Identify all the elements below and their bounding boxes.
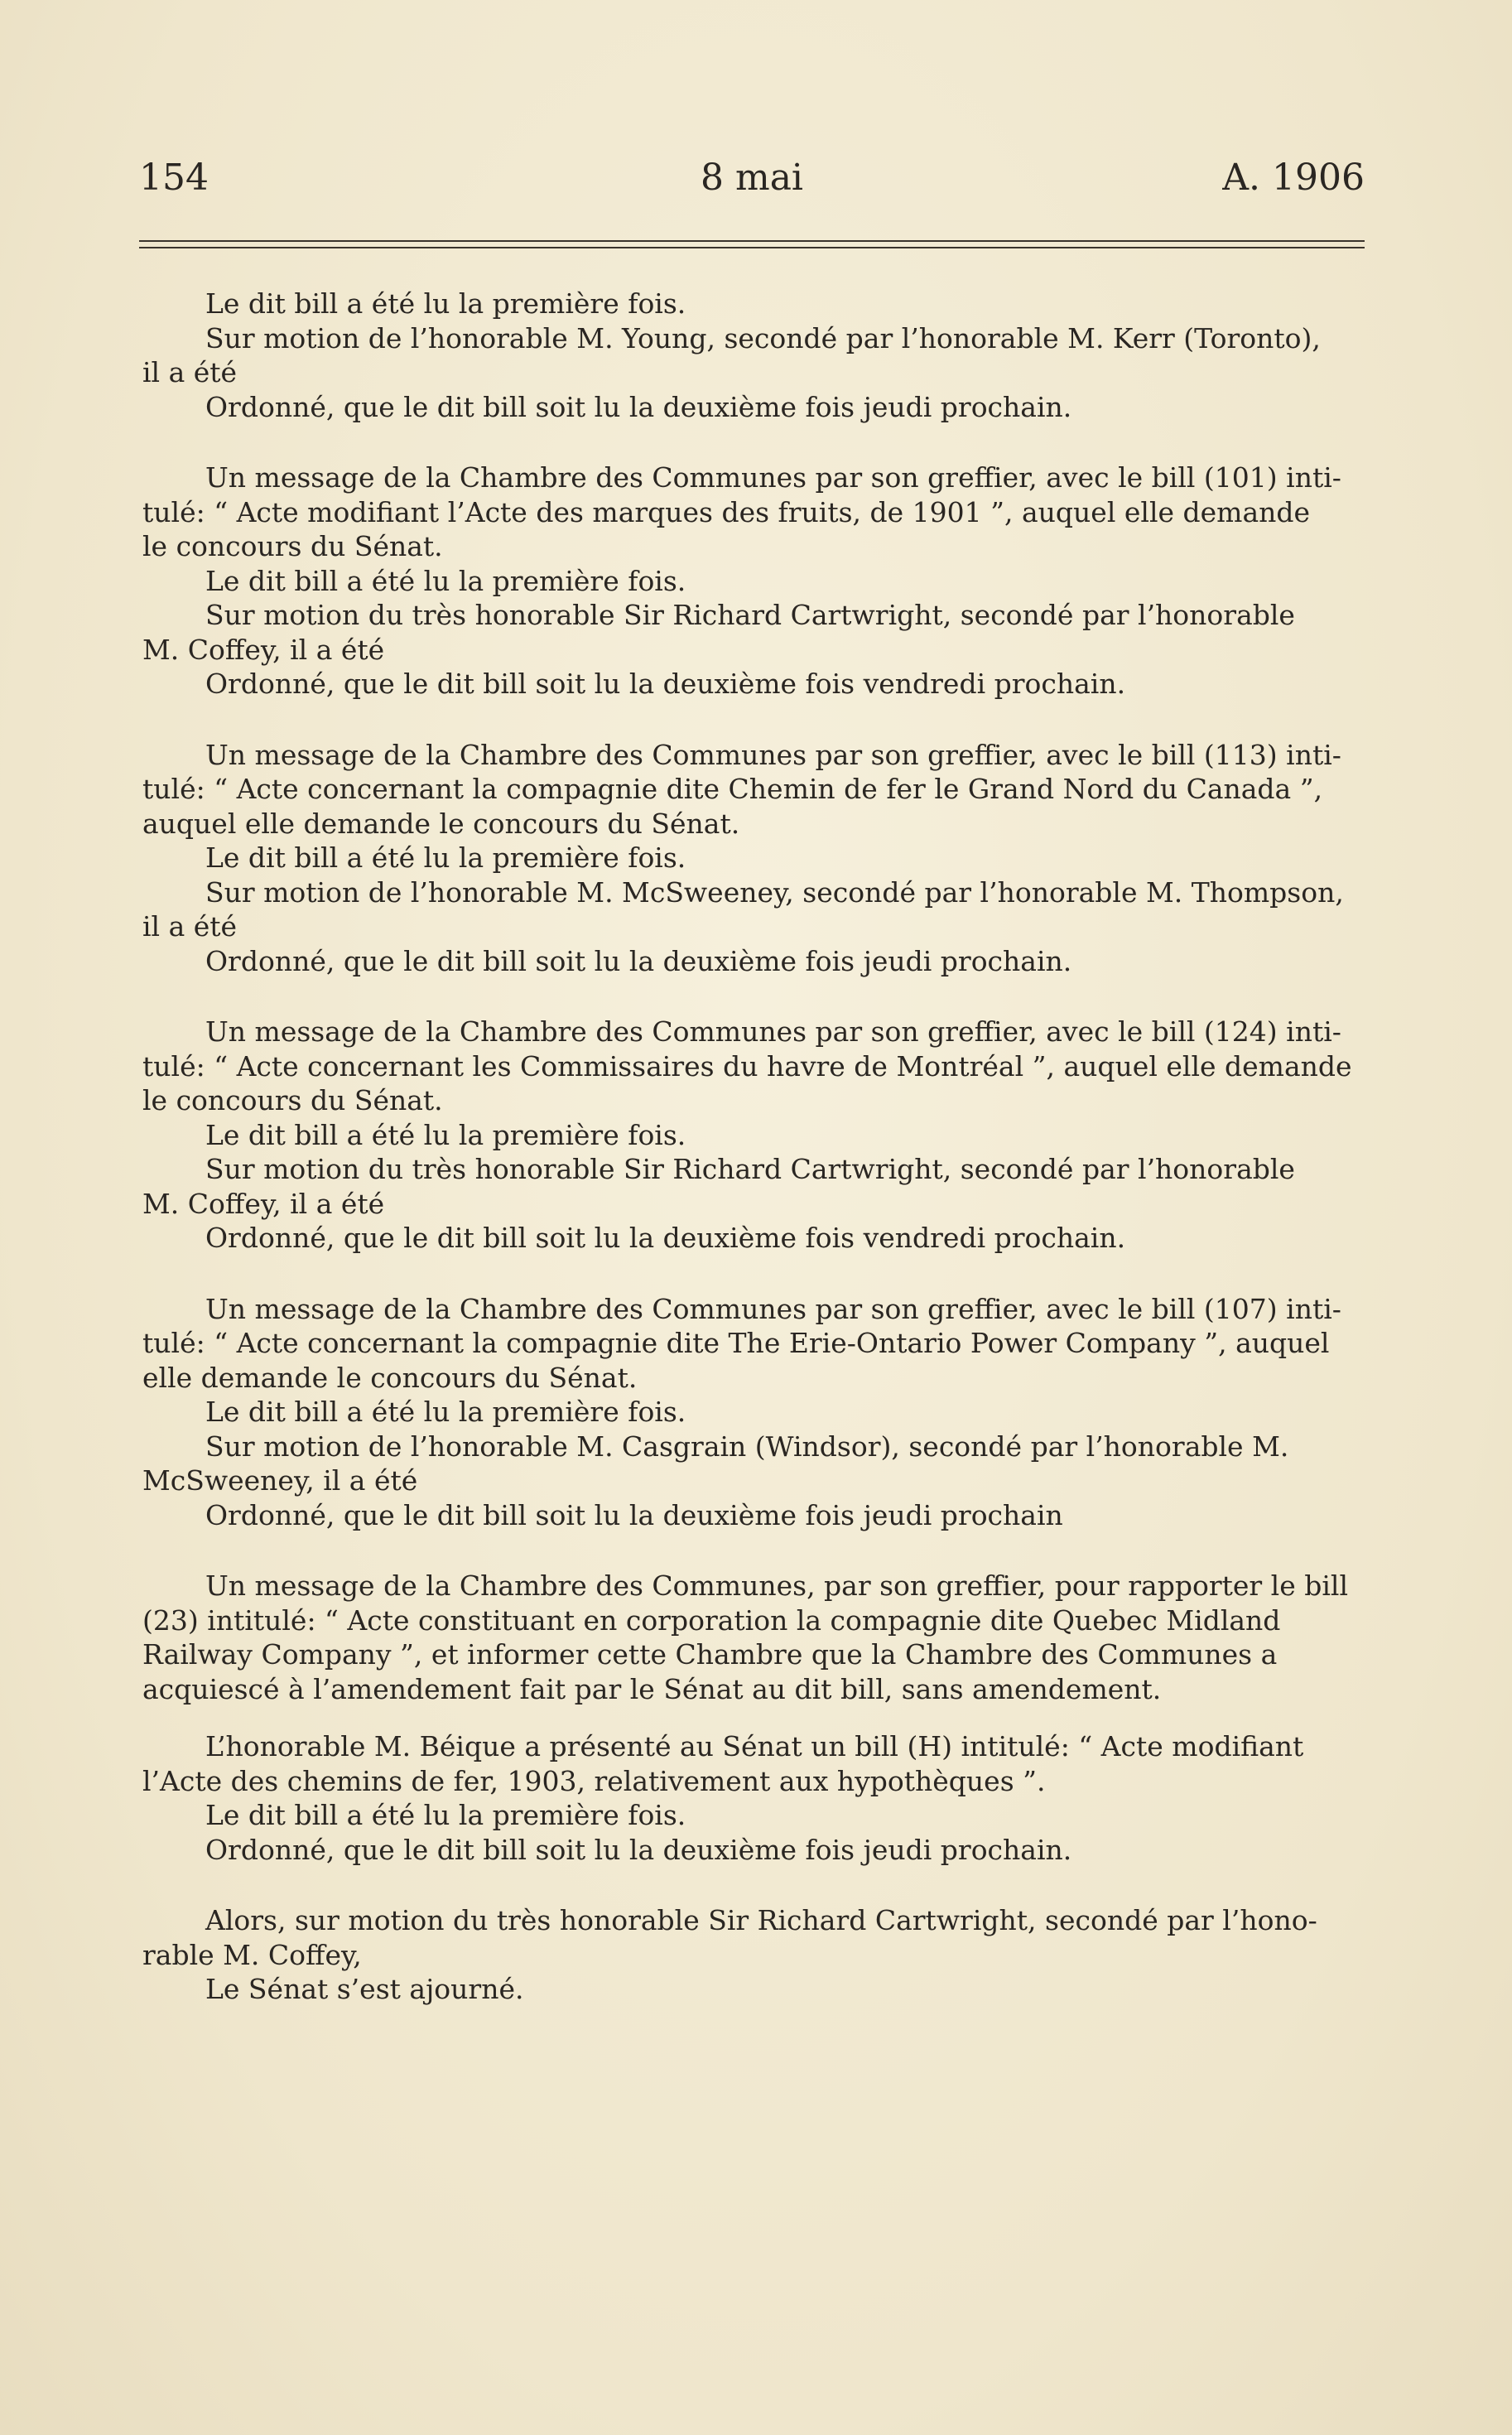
text-line: Ordonné, que le dit bill soit lu la deuxième fois jeudi prochain — [205, 1498, 1063, 1531]
page-number: 154 — [139, 157, 209, 199]
text-line: L’honorable M. Béique a présenté au Sénat un bill (H) intitulé: “ Acte modifiant — [205, 1730, 1304, 1762]
text-line: McSweeney, il a été — [142, 1464, 418, 1497]
text-line: Un message de la Chambre des Communes par son greffier, avec le bill (107) inti- — [205, 1292, 1341, 1325]
text-line: Le Sénat s’est ajourné. — [205, 1973, 524, 2005]
text-line: tulé: “ Acte concernant la compagnie dite Chemin de fer le Grand Nord du Canada ”, — [142, 773, 1323, 805]
header-rule-top — [139, 240, 1365, 242]
paragraph-gap — [142, 1256, 1368, 1292]
text-line: Sur motion de l’honorable M. Young, secondé par l’honorable M. Kerr (Toronto), — [205, 321, 1321, 354]
text-line: Le dit bill a été lu la première fois. — [205, 287, 686, 320]
text-line: il a été — [142, 356, 238, 388]
paragraph-gap — [142, 702, 1368, 738]
text-line: Sur motion du très honorable Sir Richard Cartwright, secondé par l’honorable — [205, 1153, 1295, 1185]
text-line: il a été — [142, 910, 238, 943]
text-line: Le dit bill a été lu la première fois. — [205, 564, 686, 597]
text-line: Sur motion de l’honorable M. McSweeney, secondé par l’honorable M. Thompson, — [205, 875, 1344, 909]
text-line: M. Coffey, il a été — [142, 1187, 385, 1220]
text-line: Ordonné, que le dit bill soit lu la deuxième fois jeudi prochain. — [205, 390, 1072, 423]
paragraph-2 — [142, 460, 1368, 702]
text-line: le concours du Sénat. — [142, 1084, 443, 1116]
header-rule-bottom — [139, 247, 1365, 248]
page-year: A. 1906 — [1222, 157, 1365, 199]
paragraph-7 — [142, 1729, 1368, 1867]
text-line: Un message de la Chambre des Communes par son greffier, avec le bill (101) inti- — [205, 461, 1341, 494]
paragraph-3 — [142, 738, 1368, 979]
text-line: tulé: “ Acte modifiant l’Acte des marques des fruits, de 1901 ”, auquel elle demande — [142, 495, 1311, 528]
text-line: Le dit bill a été lu la première fois. — [205, 841, 686, 874]
text-line: M. Coffey, il a été — [142, 633, 385, 666]
text-line: l’Acte des chemins de fer, 1903, relativement aux hypothèques ”. — [142, 1764, 1046, 1797]
text-line: Railway Company ”, et informer cette Chambre que la Chambre des Communes a — [142, 1638, 1278, 1671]
text-line: Ordonné, que le dit bill soit lu la deuxième fois vendredi prochain. — [205, 1222, 1126, 1254]
paragraph-5 — [142, 1292, 1368, 1533]
text-line: Un message de la Chambre des Communes par son greffier, avec le bill (113) inti- — [205, 738, 1341, 771]
paragraph-gap — [142, 1867, 1368, 1903]
paragraph-gap — [142, 424, 1368, 460]
text-line: Un message de la Chambre des Communes, par son greffier, pour rapporter le bill — [205, 1569, 1349, 1602]
page-header — [139, 149, 1365, 207]
paragraph-4 — [142, 1015, 1368, 1256]
text-line: rable M. Coffey, — [142, 1938, 362, 1971]
text-line: elle demande le concours du Sénat. — [142, 1361, 638, 1394]
text-line: Ordonné, que le dit bill soit lu la deuxième fois jeudi prochain. — [205, 1833, 1072, 1866]
text-line: Un message de la Chambre des Communes par son greffier, avec le bill (124) inti- — [205, 1015, 1341, 1048]
text-line: auquel elle demande le concours du Sénat. — [142, 807, 740, 840]
text-line: Ordonné, que le dit bill soit lu la deuxième fois vendredi prochain. — [205, 668, 1126, 700]
text-line: Le dit bill a été lu la première fois. — [205, 1118, 686, 1151]
paragraph-gap — [142, 978, 1368, 1015]
paragraph-gap — [142, 1532, 1368, 1569]
text-line: Le dit bill a été lu la première fois. — [205, 1396, 686, 1428]
paragraph-8 — [142, 1903, 1368, 2007]
text-line: Alors, sur motion du très honorable Sir Richard Cartwright, secondé par l’hono- — [205, 1904, 1317, 1936]
text-line: tulé: “ Acte concernant la compagnie dite The Erie-Ontario Power Company ”, auquel — [142, 1327, 1330, 1359]
text-line: Sur motion de l’honorable M. Casgrain (Windsor), secondé par l’honorable M. — [205, 1430, 1289, 1463]
page-date: 8 mai — [700, 157, 803, 199]
text-line: tulé: “ Acte concernant les Commissaires du havre de Montréal ”, auquel elle demande — [142, 1049, 1352, 1082]
text-line: Sur motion du très honorable Sir Richard Cartwright, secondé par l’honorable — [205, 599, 1295, 631]
text-line: (23) intitulé: “ Acte constituant en corporation la compagnie dite Quebec Midland — [142, 1603, 1281, 1637]
paragraph-gap — [142, 1706, 1368, 1729]
journal-text — [142, 287, 1368, 2007]
paragraph-6 — [142, 1569, 1368, 1706]
text-line: le concours du Sénat. — [142, 530, 443, 562]
paragraph-1 — [142, 287, 1368, 424]
text-line: Le dit bill a été lu la première fois. — [205, 1799, 686, 1831]
text-line: acquiescé à l’amendement fait par le Sénat au dit bill, sans amendement. — [142, 1672, 1162, 1705]
text-line: Ordonné, que le dit bill soit lu la deuxième fois jeudi prochain. — [205, 944, 1072, 977]
